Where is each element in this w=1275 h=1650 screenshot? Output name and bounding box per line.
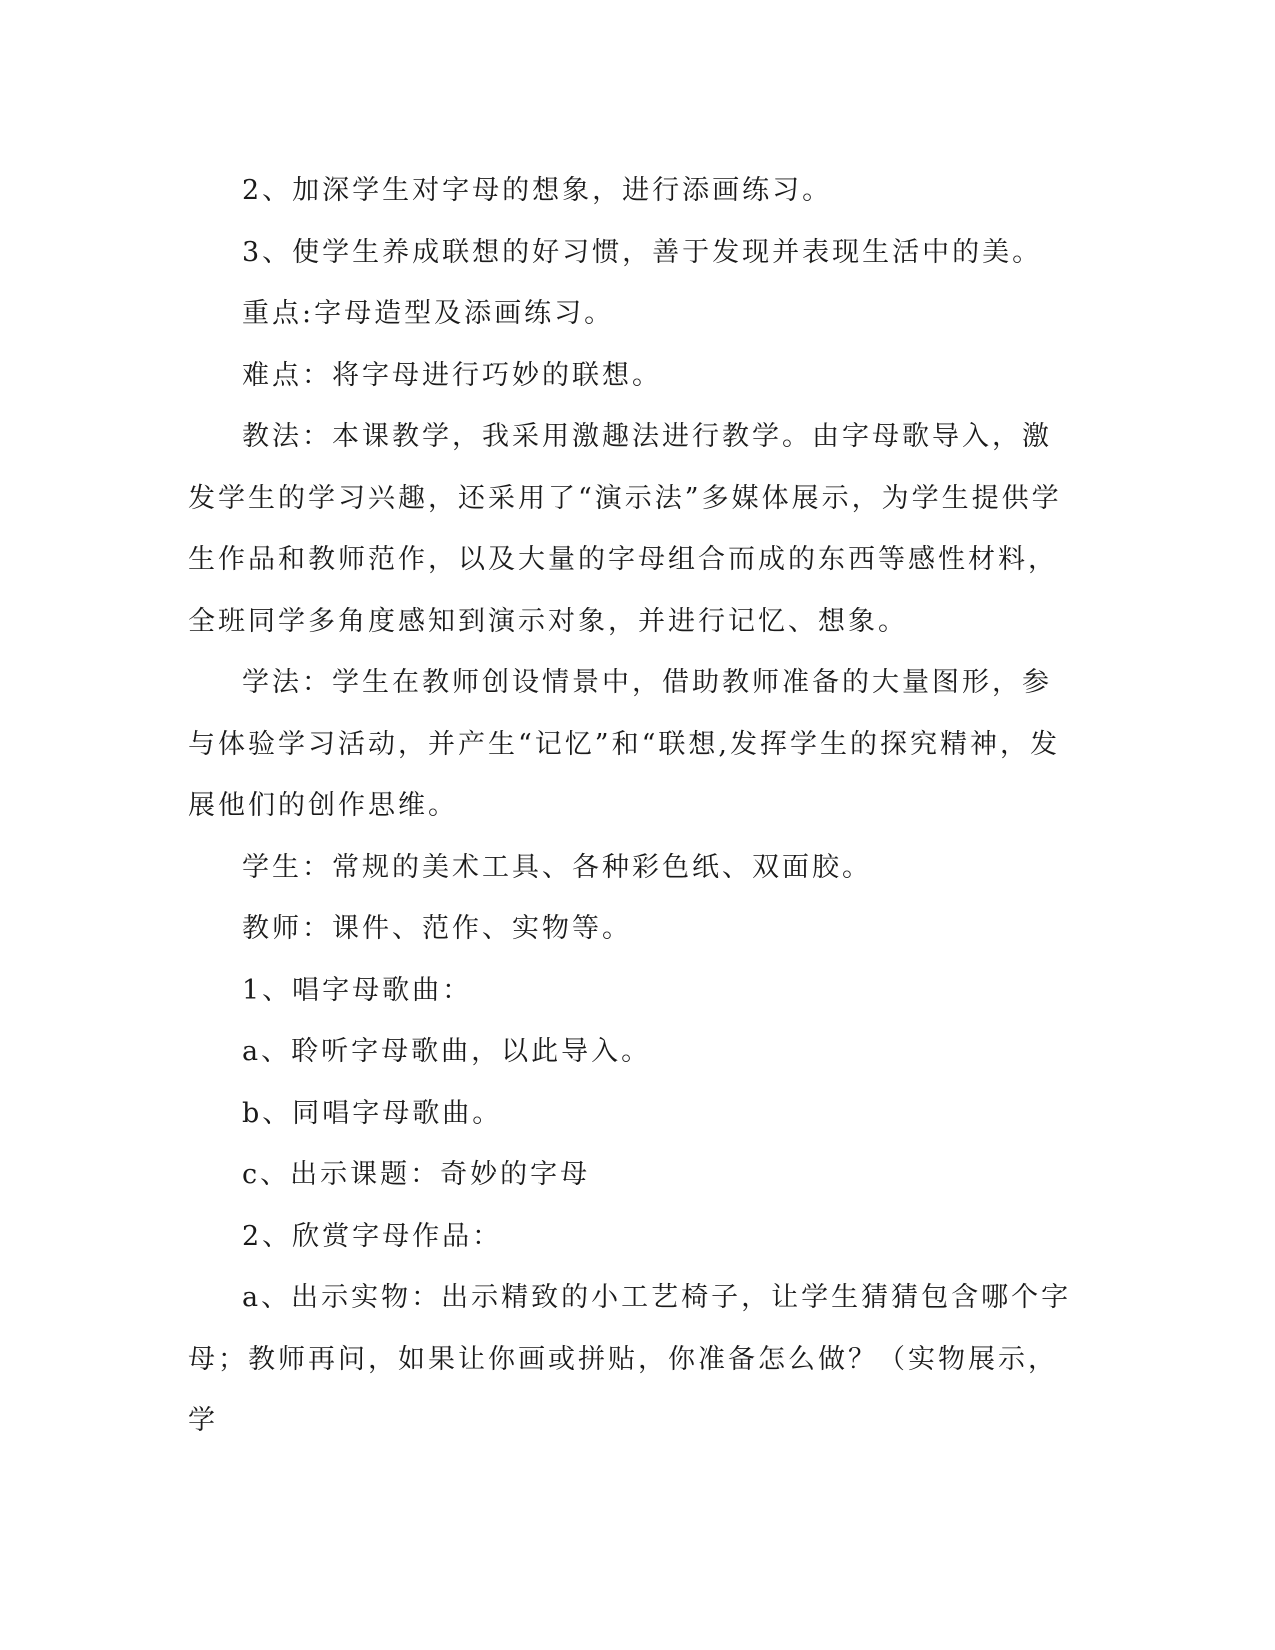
step-2-heading: 2、欣赏字母作品： [242, 1220, 503, 1252]
objective-paragraph-2: 2、加深学生对字母的想象，进行添画练习。 [242, 175, 833, 206]
learning-method-paragraph: 学法：学生在教师创设情景中，借助教师准备的大量图形，参与体验学习活动，并产生“记忆”和“联想,发挥学生的探究精神，发展他们的创作思维。 [188, 667, 1060, 821]
difficulty-paragraph: 难点：将字母进行巧妙的联想。 [242, 359, 662, 391]
step-1b-paragraph: b、同唱字母歌曲。 [242, 1097, 503, 1129]
step-2a-paragraph: a、出示实物：出示精致的小工艺椅子，让学生猜猜包含哪个字母；教师再问，如果让你画或拼贴，你准备怎么做？（实物展示，学 [188, 1282, 1072, 1436]
step-1c-paragraph: c、出示课题：奇妙的字母 [242, 1159, 591, 1190]
step-1a-paragraph: a、聆听字母歌曲，以此导入。 [242, 1036, 652, 1067]
teaching-method-paragraph: 教法：本课教学，我采用激趣法进行教学。由字母歌导入，激发学生的学习兴趣，还采用了“演示法”多媒体展示，为学生提供学生作品和教师范作，以及大量的字母组合而成的东西等感性材料，全班同学多角度感知到演示对象，并进行记忆、想象。 [188, 421, 1062, 637]
student-materials-paragraph: 学生：常规的美术工具、各种彩色纸、双面胶。 [242, 851, 872, 883]
key-point-paragraph: 重点:字母造型及添画练习。 [242, 298, 615, 329]
document-body [188, 160, 1078, 1452]
objective-paragraph-3: 3、使学生养成联想的好习惯，善于发现并表现生活中的美。 [242, 236, 1043, 268]
teacher-materials-paragraph: 教师：课件、范作、实物等。 [242, 913, 632, 944]
step-1-heading: 1、唱字母歌曲： [242, 974, 473, 1006]
